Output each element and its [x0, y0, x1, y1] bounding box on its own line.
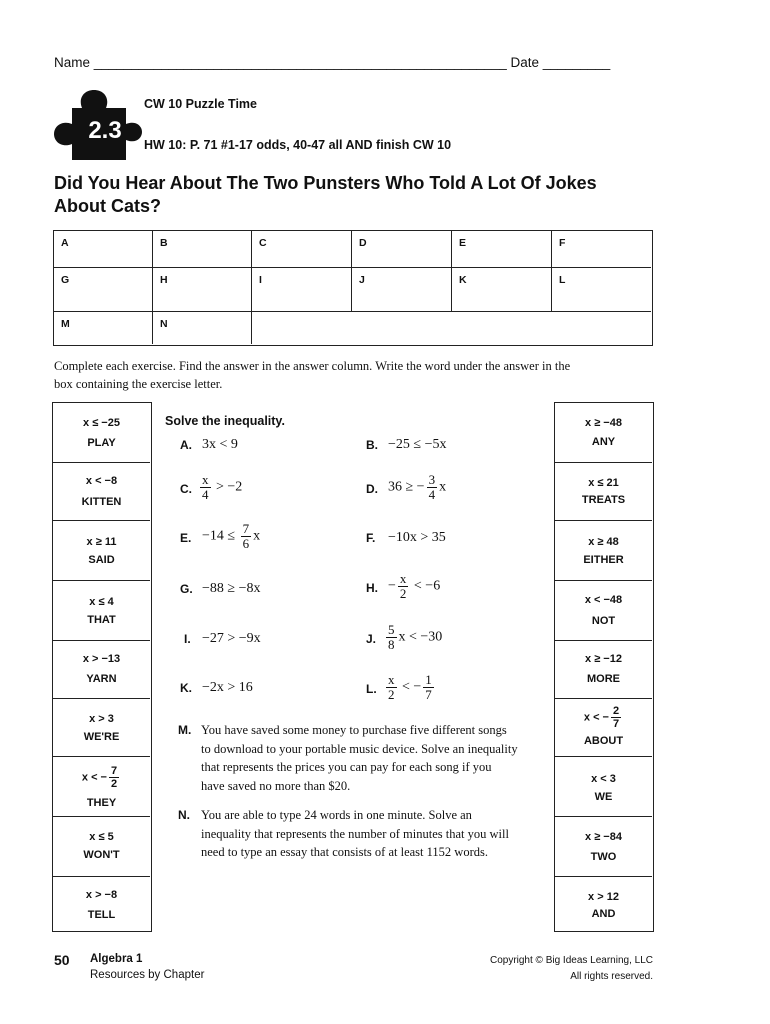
- grid-cell-f[interactable]: F: [552, 231, 651, 268]
- copyright-line: Copyright © Big Ideas Learning, LLC: [489, 955, 653, 966]
- grid-cell-e[interactable]: E: [452, 231, 552, 268]
- grid-cell-m[interactable]: M: [54, 312, 153, 344]
- book-subtitle: Resources by Chapter: [90, 969, 205, 981]
- answer-box: x > 3 WE'RE: [53, 699, 150, 757]
- page-number: 50: [54, 952, 70, 968]
- section-badge: 2.3: [88, 117, 122, 144]
- grid-cell-empty: [252, 312, 651, 344]
- worksheet-title: CW 10 Puzzle Time: [144, 97, 257, 111]
- answer-box: x < − $\frac{2}{7}$ ABOUT: [555, 699, 652, 757]
- grid-cell-j[interactable]: J: [352, 268, 452, 312]
- answer-box: x ≤ 21 TREATS: [555, 463, 652, 521]
- grid-cell-l[interactable]: L: [552, 268, 651, 312]
- copyright: [420, 953, 653, 985]
- answer-box: x < −48 NOT: [555, 581, 652, 641]
- answer-grid: [53, 230, 653, 346]
- answer-box: x ≥ −84 TWO: [555, 817, 652, 877]
- answer-box: x ≥ −12 MORE: [555, 641, 652, 699]
- exercise-m: M. You have saved some money to purchase five different songs to download to your portable music device. Solve an inequality that represents the prices you can pay for each song if you have saved no more than $20.: [178, 723, 518, 793]
- grid-cell-i[interactable]: I: [252, 268, 352, 312]
- grid-cell-c[interactable]: C: [252, 231, 352, 268]
- answer-box: x < 3 WE: [555, 757, 652, 817]
- grid-cell-k[interactable]: K: [452, 268, 552, 312]
- grid-cell-b[interactable]: B: [153, 231, 252, 268]
- answer-box: x ≥ 48 EITHER: [555, 521, 652, 581]
- instructions: Complete each exercise. Find the answer in the answer column. Write the word under the answer in the box containing the exercise letter.: [54, 359, 571, 391]
- grid-cell-n[interactable]: N: [153, 312, 252, 344]
- answer-box: x ≥ −48 ANY: [555, 403, 652, 463]
- answer-box: x > −13 YARN: [53, 641, 150, 699]
- exercise-n: N. You are able to type 24 words in one minute. Solve an inequality that represents the number of minutes that you will need to type an essay that consists of at least 1152 words.: [178, 808, 509, 859]
- riddle-question: Did You Hear About The Two Punsters Who Told A Lot Of Jokes About Cats?: [54, 173, 597, 216]
- solve-title: Solve the inequality.: [165, 414, 285, 428]
- right-answer-column: [554, 402, 654, 932]
- book-title: Algebra 1: [90, 953, 143, 965]
- book-info: [90, 951, 204, 983]
- grid-cell-d[interactable]: D: [352, 231, 452, 268]
- grid-cell-g[interactable]: G: [54, 268, 153, 312]
- name-date-line: Name _______________________________________________________ Date _________: [54, 55, 611, 70]
- answer-box: x ≤ −25 PLAY: [53, 403, 150, 463]
- answer-box: x ≤ 5 WON'T: [53, 817, 150, 877]
- answer-box: x > 12 AND: [588, 891, 619, 920]
- homework-line: HW 10: P. 71 #1-17 odds, 40-47 all AND finish CW 10: [144, 138, 452, 152]
- rights-line: All rights reserved.: [570, 971, 653, 982]
- answer-box: x > −8 TELL: [85, 889, 118, 921]
- answer-box: x < −8 KITTEN: [53, 463, 150, 521]
- answer-box: x ≥ 11 SAID: [53, 521, 150, 581]
- answer-box: x ≤ 4 THAT: [53, 581, 150, 641]
- grid-cell-a[interactable]: A: [54, 231, 153, 268]
- grid-cell-h[interactable]: H: [153, 268, 252, 312]
- answer-box: x < − $\frac{7}{2}$ THEY: [53, 757, 150, 817]
- left-answer-column: [52, 402, 152, 932]
